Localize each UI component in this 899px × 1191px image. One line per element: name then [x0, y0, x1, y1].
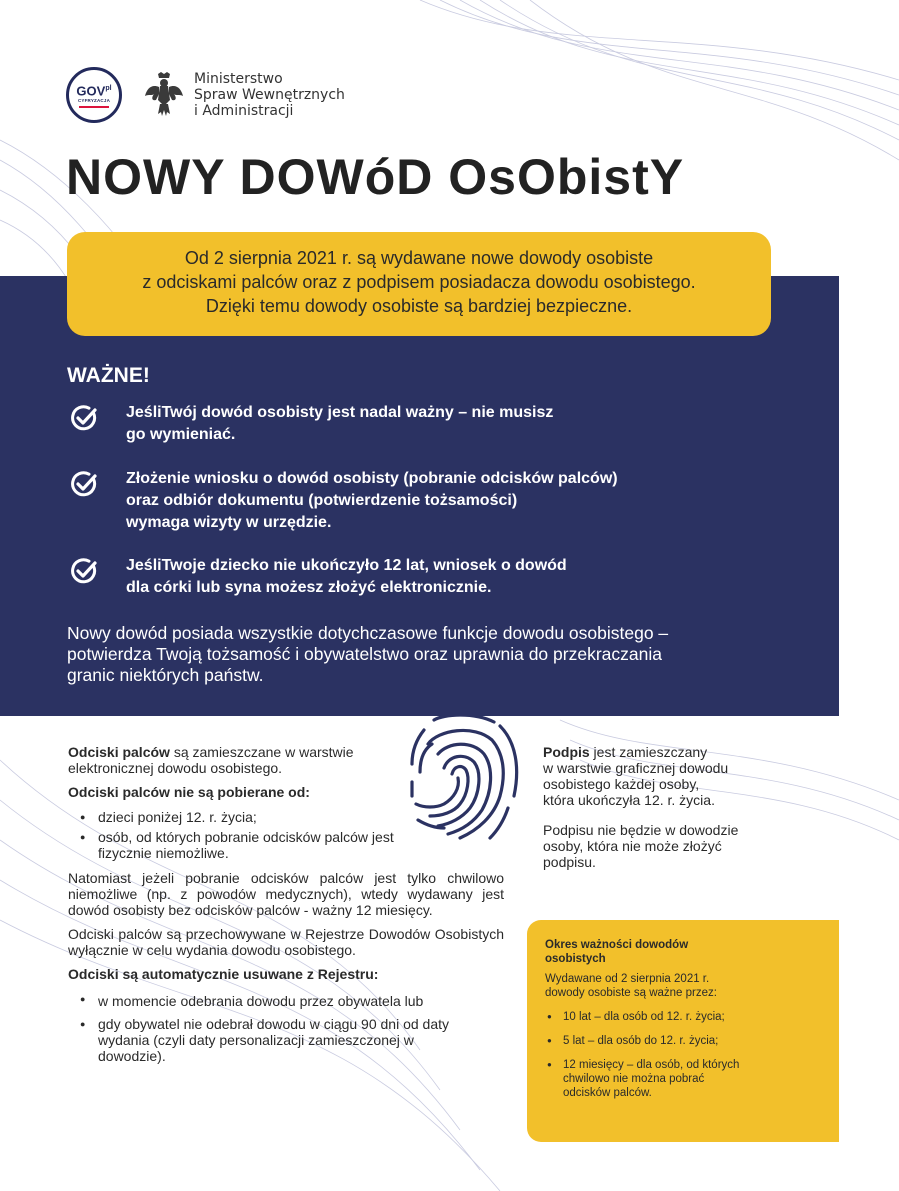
- validity-title-line: Okres ważności dowodów: [545, 939, 689, 951]
- gov-badge-main: GOV: [76, 83, 106, 99]
- fingerprints-column: [68, 744, 504, 1073]
- validity-item-line: ● 10 lat – dla osób od 12. r. życia;: [563, 1011, 725, 1023]
- validity-intro-line: Wydawane od 2 sierpnia 2021 r.: [545, 973, 710, 985]
- list-item: ● w momencie odebrania dowodu przez obywatela lub: [80, 991, 504, 1012]
- ministry-line: Spraw Wewnętrznych: [194, 87, 345, 103]
- validity-item-line: odcisków palców.: [563, 1087, 652, 1099]
- item-line: Złożenie wniosku o dowód osobisty (pobranie odcisków palców): [126, 470, 618, 487]
- important-item-text: [126, 555, 766, 599]
- gov-badge-sub: CYFRYZACJA: [77, 98, 111, 104]
- fingerprints-intro: [68, 744, 504, 776]
- validity-item-line: chwilowo nie można pobrać: [563, 1073, 705, 1085]
- callout-line: Od 2 sierpnia 2021 r. są wydawane nowe dowody osobiste: [184, 248, 654, 268]
- signature-column: [543, 744, 823, 880]
- validity-item-line: ● 5 lat – dla osób do 12. r. życia;: [563, 1035, 719, 1047]
- fingerprints-intro-bold: Odciski palców: [68, 744, 170, 760]
- item-line: JeśliTwoje dziecko nie ukończyło 12 lat, wniosek o dowód: [126, 557, 567, 574]
- signature-rest: jest zamieszczany: [589, 744, 708, 760]
- validity-intro: [545, 972, 821, 1000]
- callout-line: Dzięki temu dowody osobiste są bardziej bezpieczne.: [205, 296, 633, 316]
- no-signature-line: Podpisu nie będzie w dowodzie: [543, 822, 739, 838]
- signature-line: która ukończyła 12. r. życia.: [543, 792, 715, 808]
- ministry-line: Ministerstwo: [194, 71, 283, 87]
- fingerprints-intro-line2: elektronicznej dowodu osobistego.: [68, 760, 283, 776]
- no-signature-line: podpisu.: [543, 854, 596, 870]
- summary-line: potwierdza Twoją tożsamość i obywatelstwo oraz uprawnia do przekraczania: [67, 644, 662, 664]
- ministry-line: i Administracji: [194, 103, 294, 119]
- list-item: ● gdy obywatel nie odebrał dowodu w ciągu 90 dni od daty wydania (czyli daty personalizacji zamieszczonej w dowodzie).: [80, 1016, 504, 1064]
- validity-title: [545, 938, 821, 966]
- polish-eagle-icon: [144, 70, 184, 120]
- list-item: [545, 1058, 821, 1100]
- intro-callout: [67, 232, 771, 336]
- fingerprints-intro-rest: są zamieszczane w warstwie: [169, 744, 354, 760]
- item-line: JeśliTwój dowód osobisty jest nadal ważny – nie musisz: [126, 404, 554, 421]
- not-collected-list: [68, 809, 504, 861]
- signature-line: osobistego każdej osoby,: [543, 776, 700, 792]
- list-item: ● osób, od których pobranie odcisków palców jest fizycznie niemożliwe.: [80, 829, 504, 861]
- not-collected-heading: Odciski palców nie są pobierane od:: [68, 784, 310, 800]
- validity-list: [545, 1010, 821, 1100]
- signature-line: w warstwie graficznej dowodu: [543, 760, 729, 776]
- temporary-paragraph: Natomiast jeżeli pobranie odcisków palców jest tylko chwilowo niemożliwe (np. z powodów medycznych), wtedy wydawany jest dowód osobisty bez odcisków palców - ważny 12 miesięcy.: [68, 870, 504, 918]
- item-line: wymaga wizyty w urzędzie.: [126, 514, 332, 531]
- list-item: [545, 1010, 821, 1024]
- no-signature-line: osoby, która nie może złożyć: [543, 838, 722, 854]
- header-logos: [66, 66, 345, 124]
- signature-paragraph: [543, 744, 823, 808]
- page-title: NOWY DOWóD OsObistY: [66, 149, 685, 205]
- check-circle-icon: [70, 557, 98, 585]
- no-signature-paragraph: [543, 822, 823, 870]
- summary-line: granic niektórych państw.: [67, 665, 264, 685]
- list-item: ● dzieci poniżej 12. r. życia;: [80, 809, 504, 825]
- summary-line: Nowy dowód posiada wszystkie dotychczasowe funkcje dowodu osobistego –: [67, 623, 669, 643]
- list-item: [545, 1034, 821, 1048]
- important-heading: WAŻNE!: [67, 364, 150, 387]
- summary-paragraph: [67, 623, 807, 686]
- validity-intro-line: dowody osobiste są ważne przez:: [545, 987, 717, 999]
- gov-badge-sup: pl: [105, 84, 112, 92]
- registry-paragraph: Odciski palców są przechowywane w Rejestrze Dowodów Osobistych wyłącznie w celu wydania dowodu osobistego.: [68, 926, 504, 958]
- removal-heading: Odciski są automatycznie usuwane z Rejestru:: [68, 966, 379, 982]
- check-circle-icon: [70, 470, 98, 498]
- important-item-text: [126, 468, 766, 534]
- validity-title-line: osobistych: [545, 953, 606, 965]
- check-circle-icon: [70, 404, 98, 432]
- validity-item-line: ● 12 miesięcy – dla osób, od których: [563, 1059, 740, 1071]
- item-line: oraz odbiór dokumentu (potwierdzenie tożsamości): [126, 492, 518, 509]
- item-line: dla córki lub syna możesz złożyć elektronicznie.: [126, 579, 492, 596]
- callout-line: z odciskami palców oraz z podpisem posiadacza dowodu osobistego.: [142, 272, 696, 292]
- ministry-name: [194, 71, 345, 119]
- flag-stripe: [79, 105, 109, 108]
- signature-bold: Podpis: [543, 744, 590, 760]
- removal-list: [68, 991, 504, 1064]
- important-item-text: [126, 402, 766, 446]
- item-line: go wymieniać.: [126, 426, 236, 443]
- validity-box: [527, 920, 839, 1142]
- gov-pl-logo: [66, 67, 122, 123]
